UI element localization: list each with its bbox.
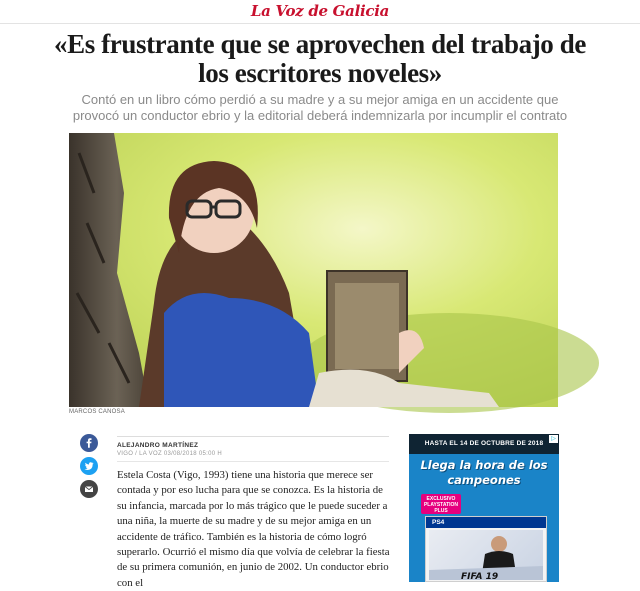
byline-divider-top: [117, 436, 389, 437]
email-icon: [84, 484, 94, 494]
article-dateline: VIGO / LA VOZ 03/08/2018 05:00 H: [117, 451, 222, 457]
ad-headline: Llega la hora de los campeones: [420, 458, 548, 487]
ad-promo-date: HASTA EL 14 DE OCTUBRE DE 2018: [409, 434, 559, 454]
twitter-icon: [84, 461, 94, 471]
article-subtitle: Contó en un libro cómo perdió a su madre y a su mejor amiga en un accidente que provocó un conductor ebrio y la editorial deberá indemnizarla por incumplir el contrato: [72, 92, 568, 123]
article-photo: [69, 133, 558, 407]
masthead: [0, 0, 640, 24]
article-body: Estela Costa (Vigo, 1993) tiene una historia que merece ser contada y por eso lucha para que se conozca. Es la historia de su infancia, marcada por lo más trágico que le puede suceder a una niña, la muerte de su madre y de su mejor amiga en un accidente de tráfico. También es la historia de cómo logró superarlo. Ocurrió el mismo día que volvía de celebrar la fiesta de su primera comunión, en junio de 2002. Un conductor ebrio con el: [117, 469, 390, 589]
ad-ps4-label: PS4: [426, 517, 546, 528]
advertisement-banner[interactable]: [409, 434, 559, 582]
byline-divider-bottom: [117, 461, 389, 462]
photo-caption: MARCOS CANOSA: [69, 409, 125, 415]
facebook-icon: [84, 438, 94, 448]
adchoices-icon[interactable]: ▷: [549, 435, 558, 443]
author-name[interactable]: ALEJANDRO MARTÍNEZ: [117, 442, 199, 449]
twitter-share-button[interactable]: [80, 457, 98, 475]
ad-playstation-plus-badge: EXCLUSIVO PLAYSTATION PLUS: [421, 494, 461, 514]
article-headline: «Es frustrante que se aprovechen del trabajo de los escritores noveles»: [54, 29, 586, 88]
email-share-button[interactable]: [80, 480, 98, 498]
ad-game-title: FIFA 19: [461, 572, 499, 582]
site-logo[interactable]: La Voz de Galicia: [250, 2, 390, 20]
photo-illustration: [69, 133, 558, 407]
facebook-share-button[interactable]: [80, 434, 98, 452]
